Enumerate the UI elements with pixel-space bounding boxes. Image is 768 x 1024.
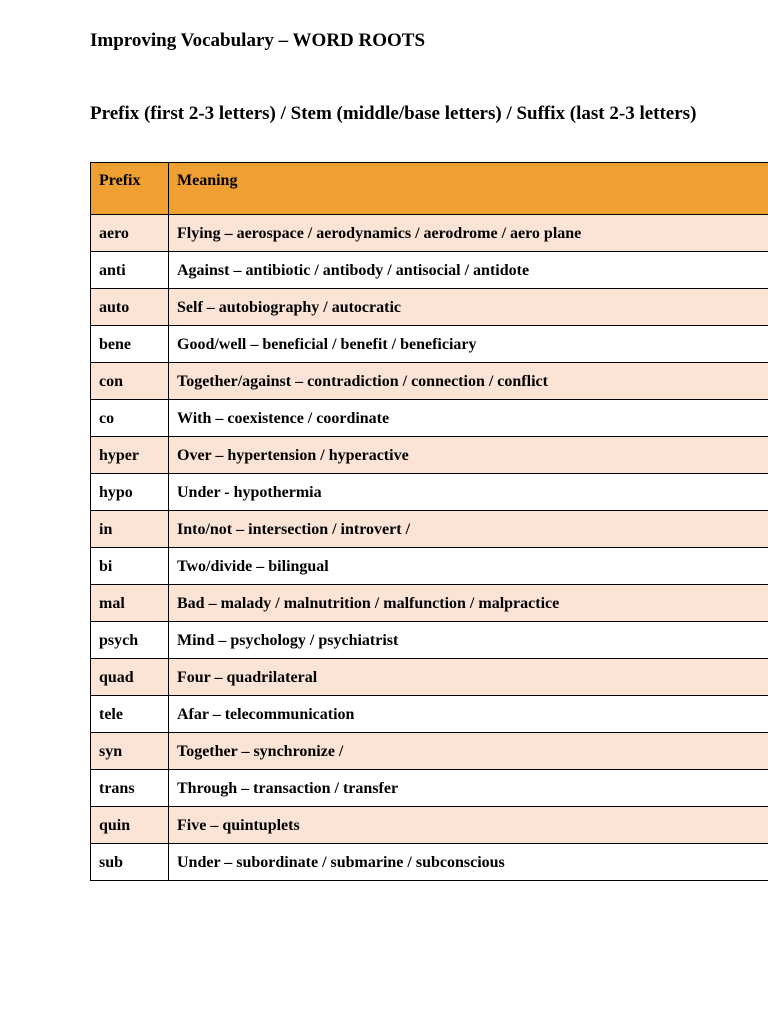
table-row: [91, 474, 768, 511]
prefix-cell: quin: [91, 807, 169, 844]
meaning-cell: Over – hypertension / hyperactive: [169, 437, 768, 474]
table-row: [91, 252, 768, 289]
prefix-cell: tele: [91, 696, 169, 733]
table-row: [91, 807, 768, 844]
table-row: [91, 215, 768, 252]
meaning-cell: Flying – aerospace / aerodynamics / aerodrome / aero plane: [169, 215, 768, 252]
table-row: [91, 733, 768, 770]
table-row: [91, 844, 768, 881]
meaning-cell: Bad – malady / malnutrition / malfunction / malpractice: [169, 585, 768, 622]
prefix-cell: syn: [91, 733, 169, 770]
table-row: [91, 622, 768, 659]
table-header-row: [91, 163, 768, 215]
meaning-cell: Through – transaction / transfer: [169, 770, 768, 807]
table-row: [91, 585, 768, 622]
prefix-cell: quad: [91, 659, 169, 696]
meaning-cell: With – coexistence / coordinate: [169, 400, 768, 437]
column-header-meaning: Meaning: [169, 163, 768, 215]
meaning-cell: Two/divide – bilingual: [169, 548, 768, 585]
table-row: [91, 770, 768, 807]
prefix-cell: hypo: [91, 474, 169, 511]
prefix-cell: aero: [91, 215, 169, 252]
table-row: [91, 289, 768, 326]
prefix-cell: in: [91, 511, 169, 548]
meaning-cell: Five – quintuplets: [169, 807, 768, 844]
meaning-cell: Afar – telecommunication: [169, 696, 768, 733]
prefix-cell: hyper: [91, 437, 169, 474]
table-row: [91, 400, 768, 437]
prefix-cell: con: [91, 363, 169, 400]
meaning-cell: Under - hypothermia: [169, 474, 768, 511]
meaning-cell: Under – subordinate / submarine / subconscious: [169, 844, 768, 881]
table-row: [91, 326, 768, 363]
table-body: [91, 215, 768, 881]
prefix-cell: trans: [91, 770, 169, 807]
prefix-cell: sub: [91, 844, 169, 881]
table-row: [91, 548, 768, 585]
table-row: [91, 659, 768, 696]
meaning-cell: Together – synchronize /: [169, 733, 768, 770]
table-row: [91, 511, 768, 548]
table-row: [91, 437, 768, 474]
table-row: [91, 363, 768, 400]
meaning-cell: Four – quadrilateral: [169, 659, 768, 696]
prefix-cell: psych: [91, 622, 169, 659]
prefix-cell: bi: [91, 548, 169, 585]
document-subtitle: Prefix (first 2-3 letters) / Stem (middle/base letters) / Suffix (last 2-3 letters): [90, 103, 697, 124]
meaning-cell: Self – autobiography / autocratic: [169, 289, 768, 326]
prefix-cell: anti: [91, 252, 169, 289]
table-row: [91, 696, 768, 733]
meaning-cell: Against – antibiotic / antibody / antisocial / antidote: [169, 252, 768, 289]
column-header-prefix: Prefix: [91, 163, 169, 215]
meaning-cell: Together/against – contradiction / connection / conflict: [169, 363, 768, 400]
document-title: Improving Vocabulary – WORD ROOTS: [90, 30, 426, 51]
meaning-cell: Into/not – intersection / introvert /: [169, 511, 768, 548]
meaning-cell: Mind – psychology / psychiatrist: [169, 622, 768, 659]
word-roots-table: [90, 162, 768, 881]
prefix-cell: auto: [91, 289, 169, 326]
prefix-cell: mal: [91, 585, 169, 622]
meaning-cell: Good/well – beneficial / benefit / beneficiary: [169, 326, 768, 363]
prefix-cell: bene: [91, 326, 169, 363]
prefix-cell: co: [91, 400, 169, 437]
